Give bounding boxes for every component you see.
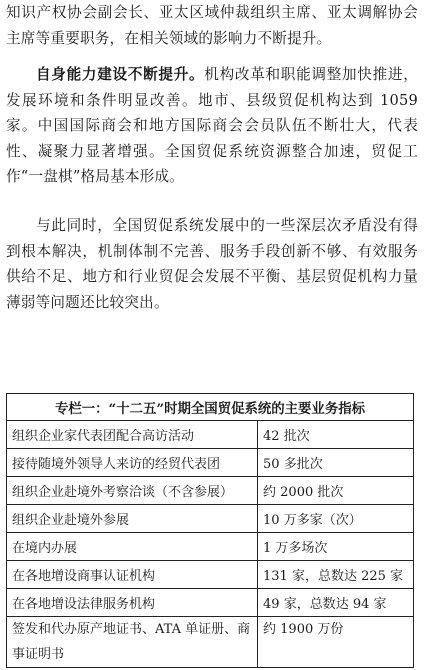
- table-row: [7, 421, 414, 449]
- table-row: [7, 477, 414, 505]
- row-label: 接待随境外领导人来访的经贸代表团: [7, 449, 258, 477]
- paragraph-text: 与此同时，全国贸促系统发展中的一些深层次矛盾没有得到根本解决，机制体制不完善、服务手段创新不够、有效服务供给不足、地方和行业贸促会发展不平衡、基层贸促机构力量薄弱等问题还比较突出。: [6, 217, 418, 311]
- table-row: [7, 505, 414, 533]
- table-row: [7, 533, 414, 561]
- paragraph-lead-heading: 自身能力建设不断提升。: [36, 66, 205, 83]
- row-label: 在各地增设商事认证机构: [7, 561, 258, 589]
- table-row: [7, 449, 414, 477]
- row-value: 50 多批次: [258, 449, 414, 477]
- row-value: 1 万多场次: [258, 533, 414, 561]
- table-row: [7, 589, 414, 617]
- row-label: 组织企业赴境外参展: [7, 505, 258, 533]
- row-label: 组织企业家代表团配合高访活动: [7, 421, 258, 449]
- row-value: 约 1900 万份: [258, 617, 414, 668]
- row-label: 签发和代办原产地证书、ATA 单证册、商事证明书: [7, 617, 258, 668]
- paragraph-capacity-building: [6, 62, 418, 190]
- paragraph-text: 机构改革和职能调整加快推进，发展环境和条件明显改善。地市、县级贸促机构达到 1059 家。中国国际商会和地方国际商会会员队伍不断壮大，代表性、凝聚力显著增强。全国贸促系统资源整合加速，贸促工作“一盘棋”格局基本形成。: [6, 66, 418, 185]
- row-label: 在境内办展: [7, 533, 258, 561]
- indicator-table: [6, 393, 414, 668]
- row-value: 42 批次: [258, 421, 414, 449]
- table-row: [7, 617, 414, 668]
- row-value: 10 万多家（次）: [258, 505, 414, 533]
- paragraph-text: 知识产权协会副会长、亚太区域仲裁组织主席、亚太调解协会主席等重要职务，在相关领域的影响力不断提升。: [6, 4, 418, 47]
- row-value: 约 2000 批次: [258, 477, 414, 505]
- table-title: 专栏一：“十二五”时期全国贸促系统的主要业务指标: [7, 394, 414, 421]
- row-value: 49 家，总数达 94 家: [258, 589, 414, 617]
- row-label: 在各地增设法律服务机构: [7, 589, 258, 617]
- row-label: 组织企业赴境外考察洽谈（不含参展）: [7, 477, 258, 505]
- paragraph-problems: [6, 213, 418, 315]
- row-value: 131 家，总数达 225 家: [258, 561, 414, 589]
- table-row: [7, 561, 414, 589]
- paragraph-continued: [6, 0, 418, 51]
